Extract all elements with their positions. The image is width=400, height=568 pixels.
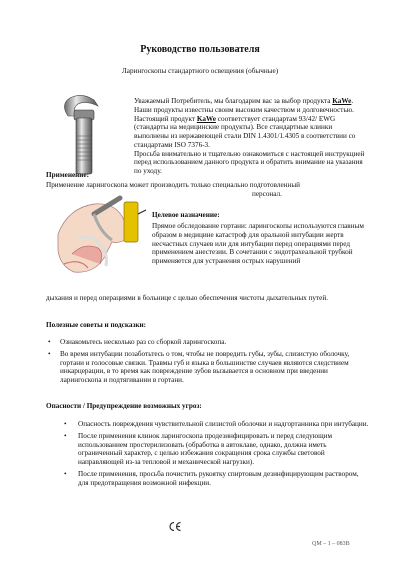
intro-part3: соответствует стандартам 93/42/ EWG (стандарты на медицинские продукты). Все стандартные клинки выполнены из нержавеющей стали DIN 1.4301/1.4305 в соответствии со стандартами ISO 7376-3. — [134, 114, 356, 149]
application-heading: Применение: — [46, 171, 90, 179]
laryngoscope-blade-icon — [50, 86, 128, 178]
intro-paragraph — [134, 97, 366, 176]
dangers-list — [62, 420, 370, 490]
brand-kawe: KaWe — [196, 114, 216, 123]
tips-heading: Полезные советы и подсказки: — [46, 321, 147, 329]
list-item: • После применения, просьба почистить рукоятку спиртовым дезинфицирующим раствором, для предотвращения возможной инфекции. — [62, 470, 370, 488]
page-title: Руководство пользователя — [140, 44, 260, 55]
purpose-text: Прямое обследование гортани: ларингоскопы используются главным образом в медицине катастроф для оральной интубации жертв несчастных случаев или для интубации перед операциями перед применением анестезии. В сочетании с эндотрахеальной трубкой применяется для устранения острых нарушений — [152, 222, 364, 266]
ce-mark-icon — [168, 521, 182, 532]
intubation-illustration-icon — [54, 194, 150, 278]
application-line1: Применение ларингоскопа может производить только специально подготовленный — [46, 181, 301, 189]
list-item: • Во время интубации позаботьтесь о том, чтобы не повредить губы, зубы, слизистую оболочку, гортани и голосовые связки. Травмы губ и языка в большинстве случаев являются следствием инкарцерации, в то время как повреждение зубов вызывается в основном при введении ларингоскопа и подтягивании в гортани. — [46, 350, 368, 385]
purpose-heading: Целевое назначение: — [152, 211, 220, 219]
list-item: • Ознакомьтесь несколько раз со сборкой ларингоскопа. — [46, 338, 368, 347]
intro-part2: . Наши продукты известны своим высоким качеством и долговечностью. Настоящий продукт — [134, 97, 354, 123]
document-code: QM – 1 – 083B — [312, 541, 350, 547]
list-item: • После применения клинок ларингоскопа продезинфицировать и перед следующим использованием простерилизовать (обработка в автоклаве, однако, должна иметь ограниченный характер, с целью избежания сокращения срока службы световой направляющей из-за тепловой и механической нагрузки). — [62, 432, 370, 467]
dangers-heading: Опасности / Предупреждение возможных угроз: — [46, 402, 202, 410]
purpose-text-continued: дыхания и перед операциями в больнице с целью обеспечения чистоты дыхательных путей. — [46, 294, 328, 302]
page-subtitle: Ларингоскопы стандартного освещения (обычные) — [121, 67, 279, 75]
brand-kawe: KaWe — [332, 97, 352, 105]
intro-part1: Уважаемый Потребитель, мы благодарим вас за выбор продукта — [134, 97, 333, 105]
list-item: • Опасность повреждения чувствительной слизистой оболочки и надгортанника при интубации. — [62, 420, 370, 429]
application-line2: персонал. — [252, 189, 282, 198]
intro-part4: Просьба внимательно и тщательно ознакомиться с настоящей инструкцией перед использованием данного продукта и обратить внимание на указания по уходу. — [134, 149, 365, 176]
tips-list — [46, 338, 368, 388]
